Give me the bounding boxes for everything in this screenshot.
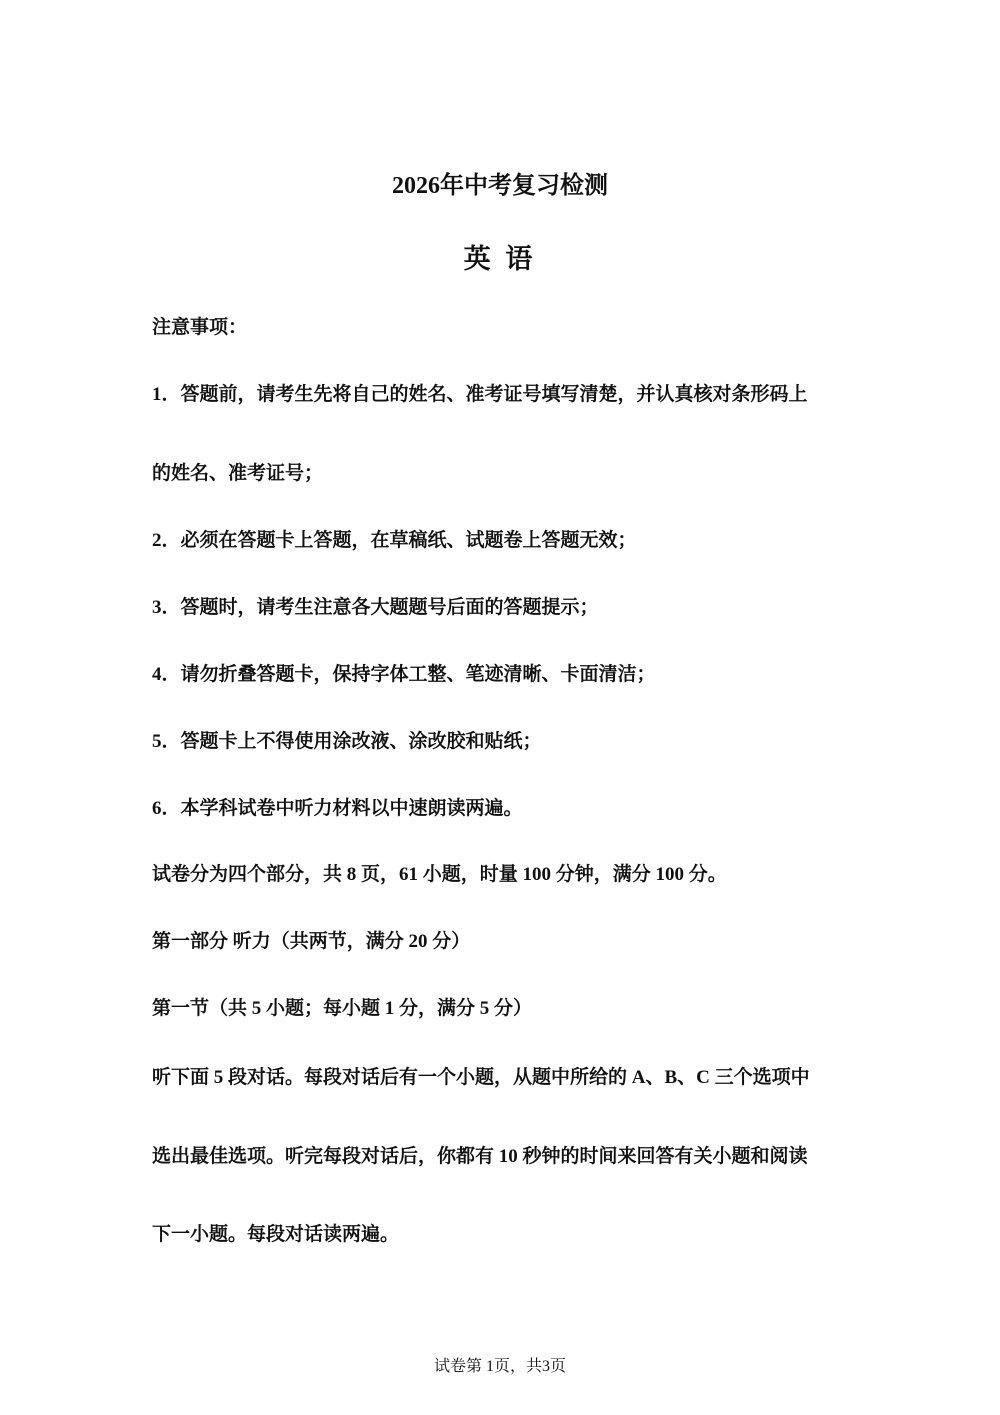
notice-line-6: 6．本学科试卷中听力材料以中速朗读两遍。 bbox=[152, 798, 523, 819]
notice-line-5: 5．答题卡上不得使用涂改液、涂改胶和贴纸； bbox=[152, 731, 542, 752]
section-one-heading: 第一节（共 5 小题；每小题 1 分，满分 5 分） bbox=[152, 998, 533, 1019]
notice-heading: 注意事项： bbox=[152, 317, 248, 338]
paper-info: 试卷分为四个部分，共 8 页，61 小题，时量 100 分钟，满分 100 分。 bbox=[152, 864, 727, 885]
notice-line-1-cont: 的姓名、准考证号； bbox=[152, 463, 324, 484]
page-footer: 试卷第 1页，共3页 bbox=[433, 1358, 566, 1375]
instruction-line-2: 选出最佳选项。听完每段对话后，你都有 10 秒钟的时间来回答有关小题和阅读 bbox=[152, 1146, 808, 1167]
part-one-heading: 第一部分 听力（共两节，满分 20 分） bbox=[152, 931, 471, 952]
notice-line-2: 2．必须在答题卡上答题，在草稿纸、试题卷上答题无效； bbox=[152, 530, 637, 551]
notice-line-3: 3．答题时，请考生注意各大题题号后面的答题提示； bbox=[152, 597, 599, 618]
notice-line-1: 1．答题前，请考生先将自己的姓名、准考证号填写清楚，并认真核对条形码上 bbox=[152, 384, 808, 405]
instruction-line-3: 下一小题。每段对话读两遍。 bbox=[152, 1224, 400, 1245]
subject-title: 英 语 bbox=[463, 244, 537, 274]
instruction-line-1: 听下面 5 段对话。每段对话后有一个小题，从题中所给的 A、B、C 三个选项中 bbox=[152, 1067, 810, 1088]
exam-title: 2026年中考复习检测 bbox=[392, 173, 608, 199]
notice-line-4: 4．请勿折叠答题卡，保持字体工整、笔迹清晰、卡面清洁； bbox=[152, 664, 656, 685]
